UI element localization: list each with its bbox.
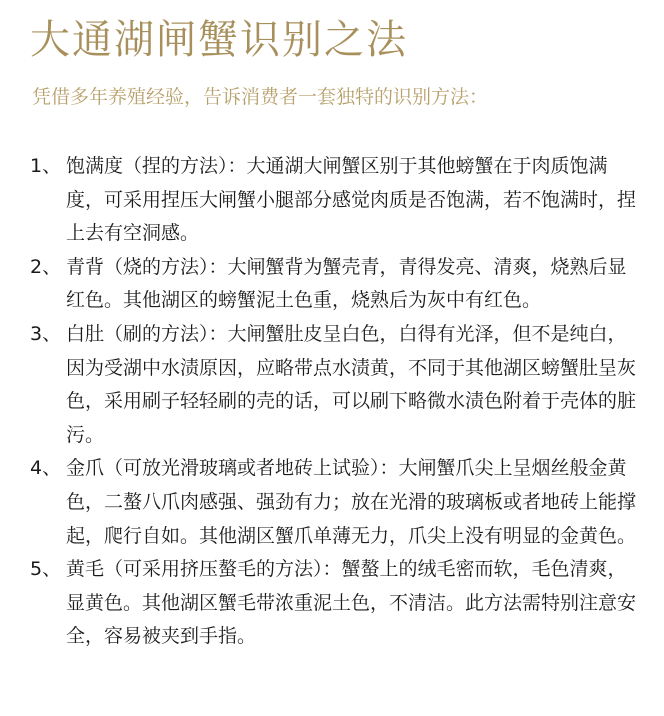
item-text: 青背（烧的方法）：大闸蟹背为蟹壳青，青得发亮、清爽，烧熟后显红色。其他湖区的螃蟹泥土色重，烧熟后为灰中有红色。 [66,255,627,312]
list-item-golden-claw [30,452,640,553]
item-number: 1、 [30,155,62,177]
item-text: 饱满度（捏的方法）：大通湖大闸蟹区别于其他螃蟹在于肉质饱满度，可采用捏压大闸蟹小腿部分感觉肉质是否饱满，若不饱满时，捏上去有空洞感。 [66,155,637,245]
item-text: 黄毛（可采用挤压螯毛的方法）：蟹螯上的绒毛密而软，毛色清爽，显黄色。其他湖区蟹毛带浓重泥土色，不清洁。此方法需特别注意安全，容易被夹到手指。 [66,558,637,648]
page-title: 大通湖闸蟹识别之法 [30,17,408,63]
page-subtitle: 凭借多年养殖经验，告诉消费者一套独特的识别方法： [32,86,489,108]
item-number: 3、 [30,322,62,345]
item-text: 金爪（可放光滑玻璃或者地砖上试验）：大闸蟹爪尖上呈烟丝般金黄色，二螯八爪肉感强、强劲有力；放在光滑的玻璃板或者地砖上能撑起，爬行自如。其他湖区蟹爪单薄无力，爪尖上没有明显的金黄色。 [66,457,637,547]
item-text: 白肚（刷的方法）：大闸蟹肚皮呈白色，白得有光泽，但不是纯白，因为受湖中水渍原因，应略带点水渍黄，不同于其他湖区螃蟹肚呈灰色，采用刷子轻轻刷的壳的话，可以刷下略微水渍色附着于壳体的脏污。 [66,322,637,446]
list-item-green-back [30,251,640,318]
list-item-white-belly [30,318,640,452]
list-item-yellow-hair [30,553,640,654]
list-item-full-meat [30,150,640,251]
item-number: 5、 [30,558,62,581]
item-number: 4、 [30,457,62,480]
item-number: 2、 [30,255,62,278]
identification-methods-list [30,150,640,654]
